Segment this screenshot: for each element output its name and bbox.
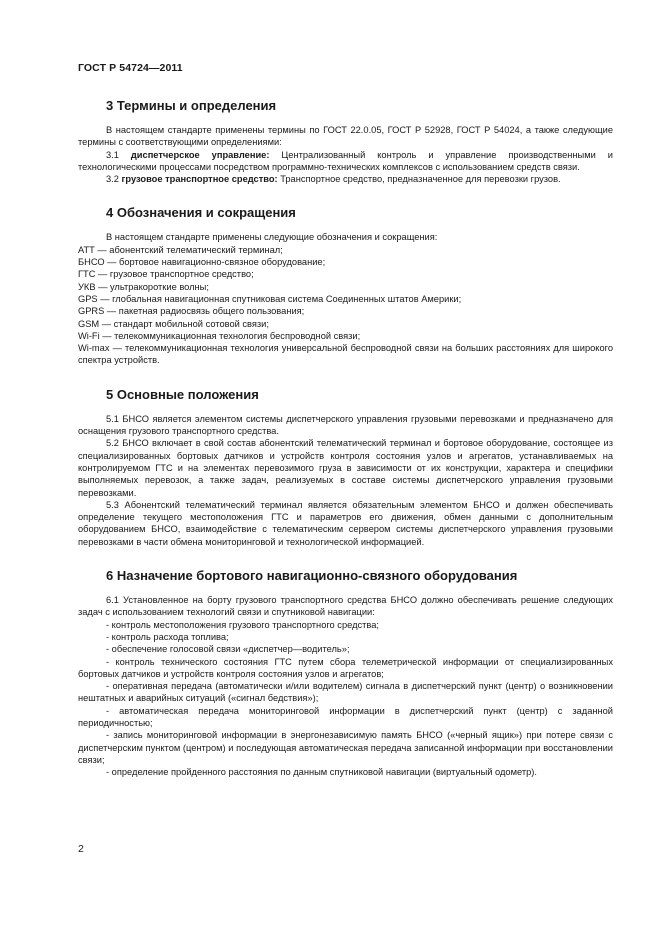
section-purpose	[78, 568, 613, 778]
abbreviation-item: ГТС — грузовое транспортное средство;	[78, 269, 254, 280]
task-item: - определение пройденного расстояния по данным спутниковой навигации (виртуальный одометр).	[106, 767, 537, 778]
abbreviation-item: GPRS — пакетная радиосвязь общего пользования;	[78, 306, 305, 317]
section-abbreviations	[78, 205, 613, 366]
task-item: - контроль местоположения грузового транспортного средства;	[106, 619, 380, 630]
task-item: - контроль расхода топлива;	[106, 631, 229, 642]
task-item: - запись мониторинговой информации в энергонезависимую память БНСО («черный ящик») при потере связи с диспетчерским пунктом (центром) и последующая автоматическая передача записанной информации при восстановлении связи;	[78, 730, 613, 765]
term-definition	[78, 173, 613, 185]
task-item: - оперативная передача (автоматически и/или водителем) сигнала в диспетчерский пункт (центр) о возникновении нештатных и аварийных ситуаций («сигнал бедствия»);	[78, 681, 613, 704]
section-heading: 5 Основные положения	[106, 386, 259, 402]
section-terms	[78, 98, 613, 185]
term-text: Централизованный контроль и управление производственными и технологическими процессами посредством программно-технических комплексов с использованием средств связи.	[78, 149, 613, 172]
abbreviation-item: БНСО — бортовое навигационно-связное оборудование;	[78, 257, 326, 268]
section-heading: 6 Назначение бортового навигационно-связного оборудования	[106, 568, 518, 584]
section-intro: В настоящем стандарте применены следующие обозначения и сокращения:	[106, 232, 438, 243]
standard-id-header: ГОСТ Р 54724—2011	[78, 62, 183, 74]
section-heading: 3 Термины и определения	[106, 98, 277, 113]
abbreviation-item: УКВ — ультракороткие волны;	[78, 281, 209, 292]
task-item: - контроль технического состояния ГТС путем сбора телеметрической информации от специализированных бортовых датчиков и устройств контроля состояния узлов и агрегатов;	[78, 656, 613, 679]
section-intro: В настоящем стандарте применены термины по ГОСТ 22.0.05, ГОСТ Р 52928, ГОСТ Р 54024, а также следующие термины с соответствующими определениями:	[78, 125, 613, 148]
task-item: - обеспечение голосовой связи «диспетчер—водитель»;	[106, 644, 350, 655]
abbreviation-item: Wi-max — телекоммуникационная технология универсальной беспроводной связи на больших расстояниях для широкого спектра устройств.	[78, 343, 613, 366]
clause-paragraph: 5.2 БНСО включает в свой состав абонентский телематический терминал и бортовое оборудование, состоящее из специализированных бортовых датчиков и устройств контроля состояния узлов и агрегатов, устанавливаемых на контролируемом ГТС и на элементах перевозимого груза в зависимости от их конструкции, характера и специфики выполняемых перевозок, а также задач, реализуемых в составе системы диспетчерского управления грузовыми перевозками.	[78, 438, 613, 498]
term-name: грузовое транспортное средство:	[121, 174, 278, 185]
term-number: 3.2	[106, 174, 119, 185]
page-number: 2	[78, 843, 84, 855]
section-intro: 6.1 Установленное на борту грузового транспортного средства БНСО должно обеспечивать решение следующих задач с использованием технологий связи и спутниковой навигации:	[78, 595, 613, 618]
term-text: Транспортное средство, предназначенное для перевозки грузов.	[280, 174, 561, 185]
abbreviation-item: GPS — глобальная навигационная спутниковая система Соединенных штатов Америки;	[78, 293, 462, 304]
clause-paragraph: 5.1 БНСО является элементом системы диспетчерского управления грузовыми перевозками и предназначено для оснащения грузового транспортного средства.	[78, 413, 613, 437]
task-item: - автоматическая передача мониторинговой информации в диспетчерский пункт (центр) с заданной периодичностью;	[78, 705, 613, 728]
abbreviation-item: GSM — стандарт мобильной сотовой связи;	[78, 318, 269, 329]
term-number: 3.1	[106, 149, 119, 160]
section-heading: 4 Обозначения и сокращения	[106, 205, 296, 221]
term-name: диспетчерское управление:	[130, 149, 270, 160]
clause-paragraph: 5.3 Абонентский телематический терминал является обязательным элементом БНСО и должен обеспечивать определение текущего местоположения ГТС и параметров его движения, обмен данными с дополнительным оборудованием БНСО, взаимодействие с телематическим сервером системы диспетчерского управления грузовыми перевозками в части обмена мониторинговой и технологической информацией.	[78, 499, 613, 547]
abbreviation-item: АТТ — абонентский телематический терминал;	[78, 244, 283, 255]
document-body	[78, 98, 613, 798]
abbreviation-item: Wi-Fi — телекоммуникационная технология беспроводной связи;	[78, 330, 361, 341]
section-main-provisions	[78, 387, 613, 548]
term-definition	[78, 149, 613, 174]
